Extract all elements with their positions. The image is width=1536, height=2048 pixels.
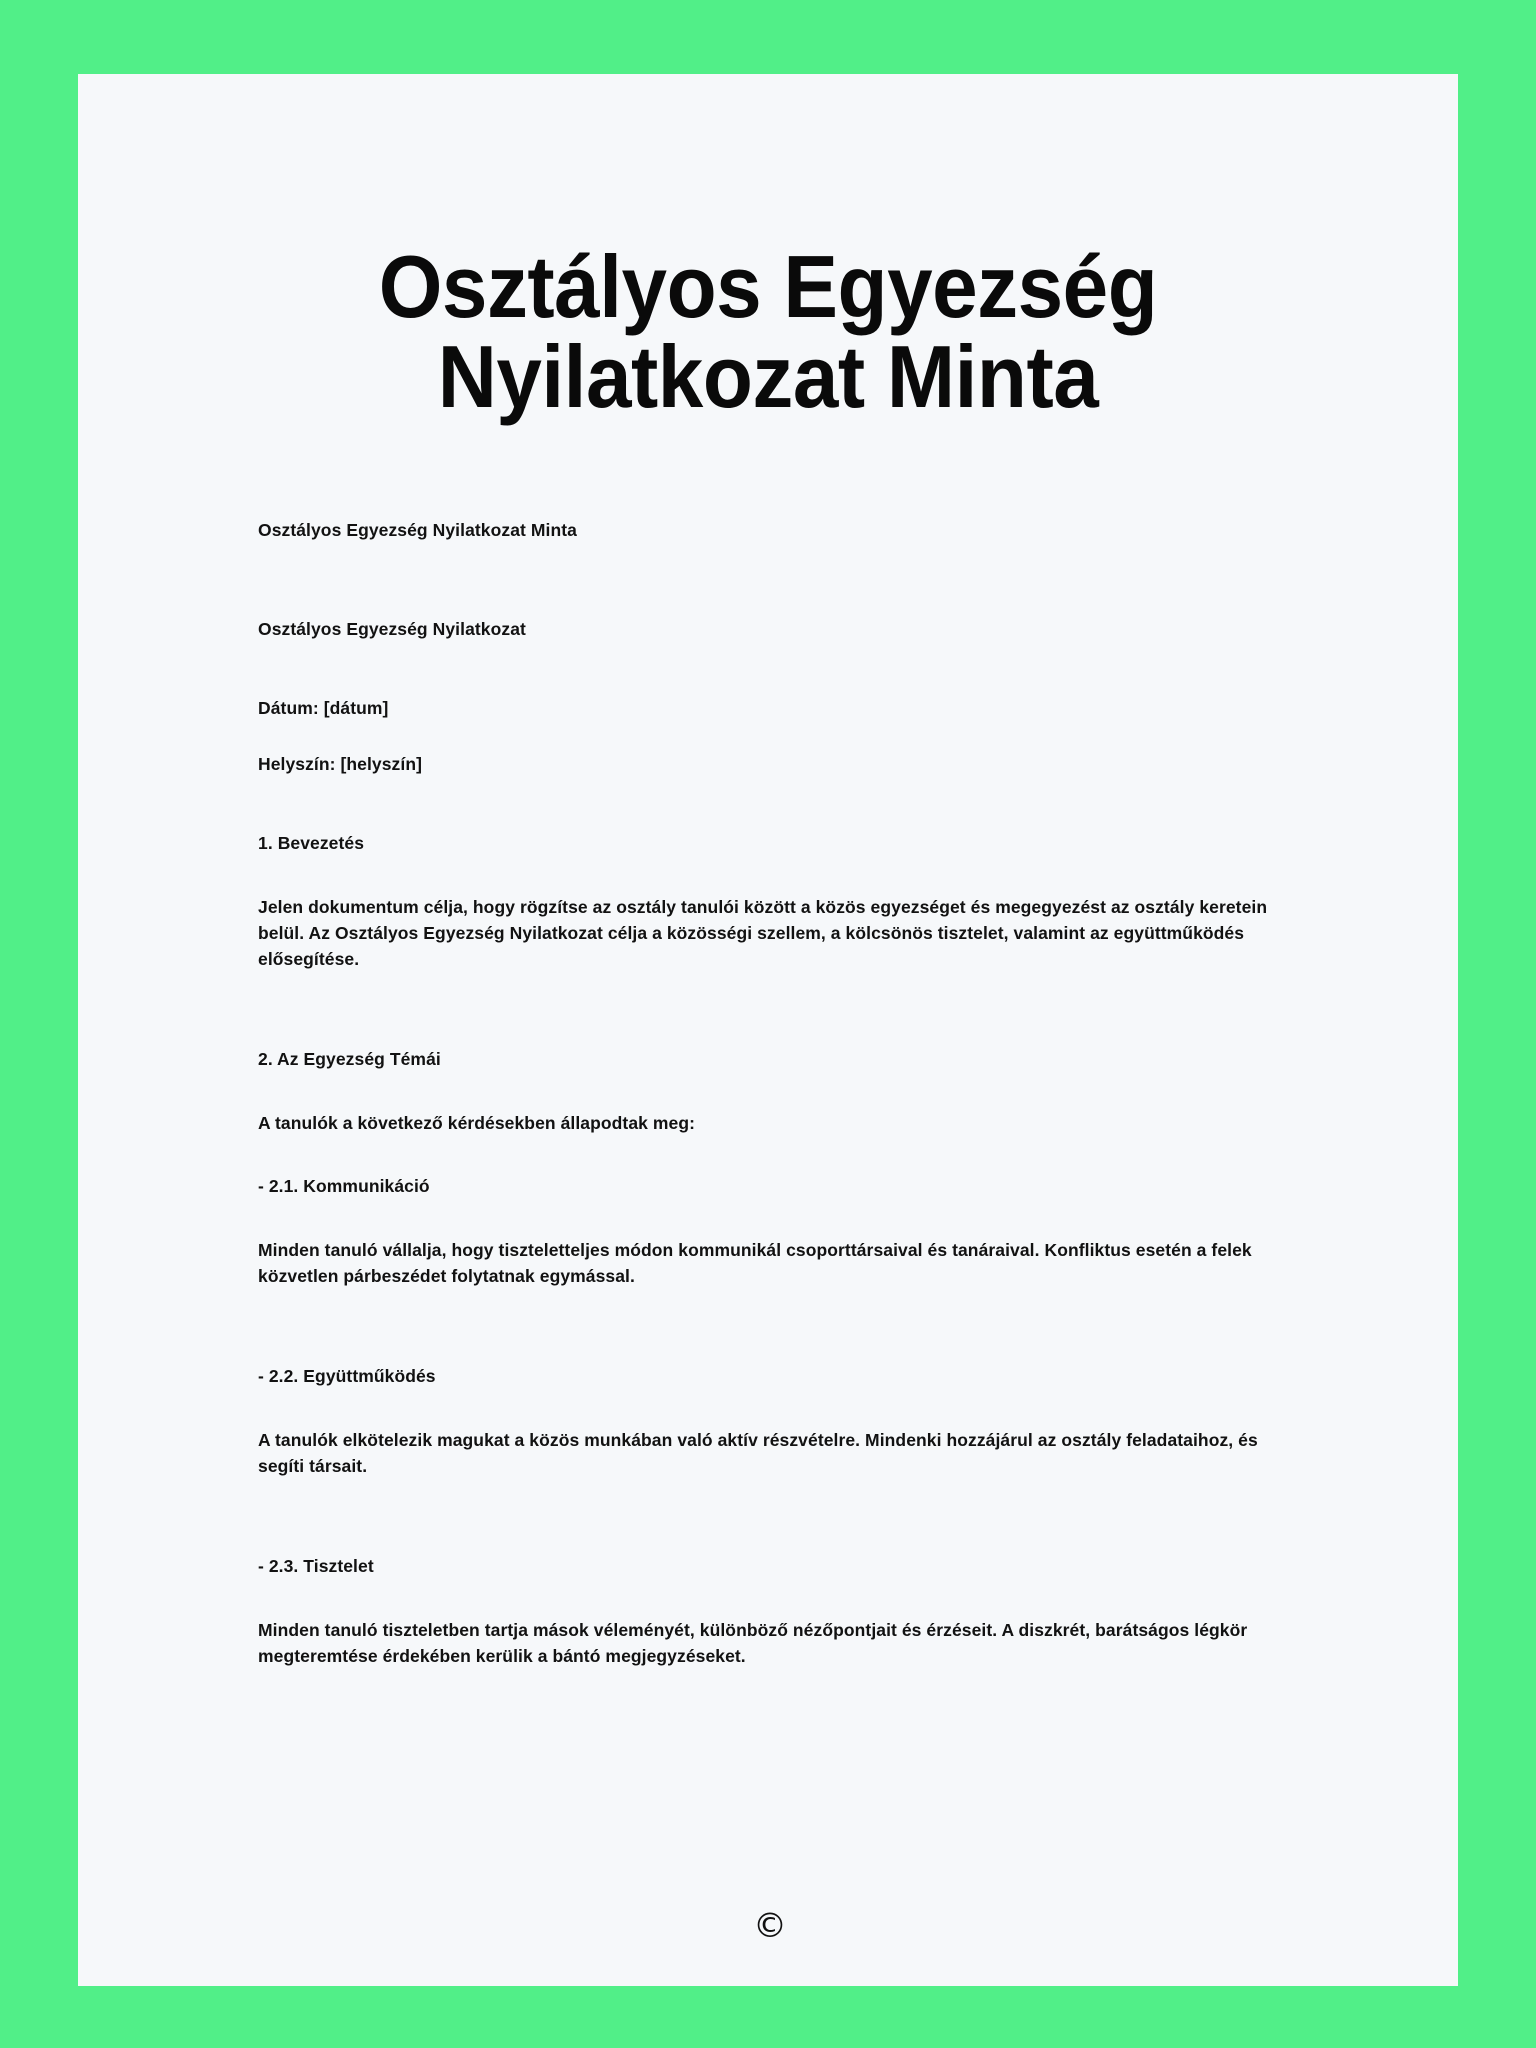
- page-title-line-1: Osztályos Egyezség: [378, 237, 1158, 336]
- spacer: [258, 722, 1278, 752]
- page-title: [126, 74, 1409, 426]
- document-body: [258, 422, 1278, 1987]
- spacer: [258, 1290, 1278, 1364]
- copyright-icon: ©: [753, 1906, 787, 1946]
- spacer: [258, 1390, 1278, 1428]
- document-label: Osztályos Egyezség Nyilatkozat Minta: [258, 519, 577, 540]
- subsection-2-3-paragraph: Minden tanuló tiszteletben tartja mások véleményét, különböző nézőpontjait és érzéseit. A diszkrét, barátságos légkör megteremtése érdekében kerülik a bántó megjegyzéseket.: [258, 1619, 1248, 1666]
- subsection-2-3-heading: - 2.3. Tisztelet: [258, 1555, 374, 1576]
- subsection-2-2-paragraph: A tanulók elkötelezik magukat a közös munkában való aktív részvételre. Mindenki hozzájárul az osztály feladataihoz, és segíti társait.: [258, 1429, 1258, 1476]
- date-line: Dátum: [dátum]: [258, 698, 389, 719]
- spacer: [258, 1480, 1278, 1554]
- document-footer: [78, 1906, 1458, 1946]
- document-heading: Osztályos Egyezség Nyilatkozat: [258, 619, 526, 640]
- spacer: [258, 1200, 1278, 1238]
- spacer: [258, 1580, 1278, 1618]
- spacer: [258, 973, 1278, 1047]
- location-line: Helyszín: [helyszín]: [258, 754, 422, 775]
- spacer: [258, 857, 1278, 895]
- section-2-heading: 2. Az Egyezség Témái: [258, 1048, 441, 1069]
- section-1-paragraph: Jelen dokumentum célja, hogy rögzítse az osztály tanulói között a közös egyezséget és megegyezést az osztály keretein belül. Az Osztályos Egyezség Nyilatkozat célja a közösségi szellem, a kölcsönös tisztelet, valamint az együttműködés elősegítése.: [258, 896, 1268, 969]
- spacer: [258, 1136, 1278, 1174]
- subsection-2-2-heading: - 2.2. Együttműködés: [258, 1366, 436, 1387]
- spacer: [258, 543, 1278, 617]
- subsection-2-1-paragraph: Minden tanuló vállalja, hogy tiszteletteljes módon kommunikál csoporttársaival és tanáraival. Konfliktus esetén a felek közvetlen párbeszédet folytatnak egymással.: [258, 1240, 1252, 1287]
- section-2-intro: A tanulók a következő kérdésekben állapodtak meg:: [258, 1112, 696, 1133]
- spacer: [258, 778, 1278, 831]
- page-title-line-2: Nyilatkozat Minta: [437, 326, 1099, 426]
- subsection-2-1-heading: - 2.1. Kommunikáció: [258, 1176, 430, 1197]
- spacer: [258, 1073, 1278, 1111]
- section-1-heading: 1. Bevezetés: [258, 833, 365, 854]
- document-card: [78, 74, 1458, 1986]
- spacer: [258, 643, 1278, 696]
